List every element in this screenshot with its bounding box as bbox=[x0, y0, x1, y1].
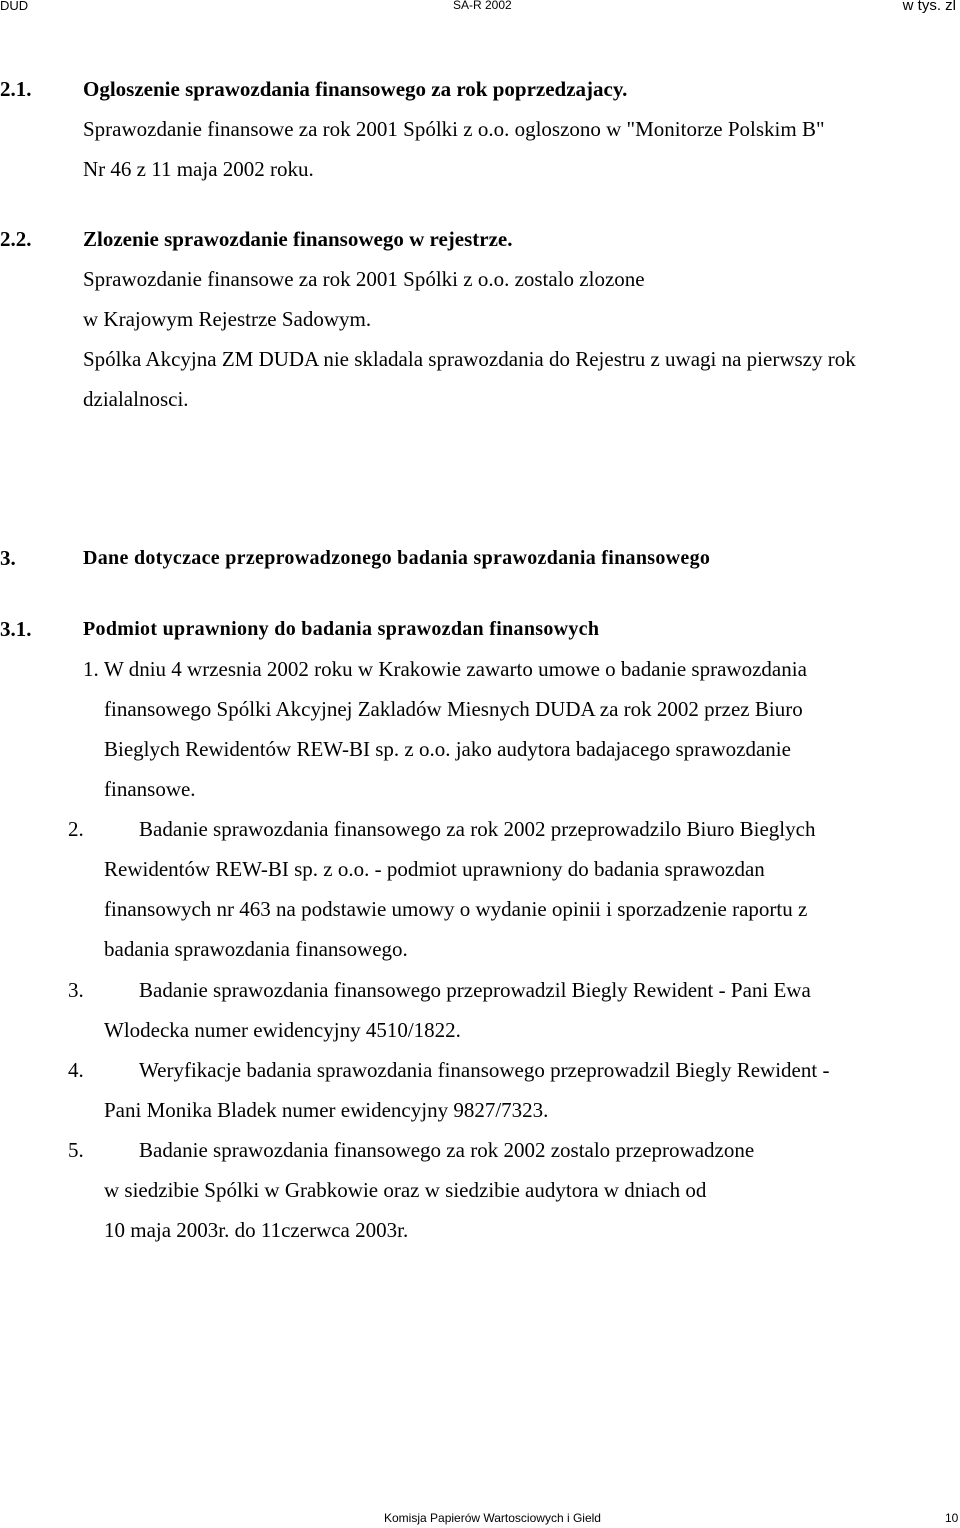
section-title: Dane dotyczace przeprowadzonego badania sprawozdania finansowego bbox=[83, 547, 711, 569]
header-right: w tys. zl bbox=[902, 0, 956, 14]
list-item-line: Badanie sprawozdania finansowego przeprowadzil Biegly Rewident - Pani Ewa bbox=[139, 978, 811, 1002]
list-item-line: Pani Monika Bladek numer ewidencyjny 9827/7323. bbox=[104, 1098, 549, 1122]
paragraph-line: Nr 46 z 11 maja 2002 roku. bbox=[83, 157, 314, 181]
list-item-line: Weryfikacje badania sprawozdania finansowego przeprowadzil Biegly Rewident - bbox=[139, 1058, 830, 1082]
list-item-line: Badanie sprawozdania finansowego za rok 2002 zostalo przeprowadzone bbox=[139, 1138, 755, 1162]
paragraph-line: w Krajowym Rejestrze Sadowym. bbox=[83, 307, 372, 331]
footer-publisher: Komisja Papierów Wartosciowych i Gield bbox=[384, 1511, 601, 1525]
section-title: Ogloszenie sprawozdania finansowego za rok poprzedzajacy. bbox=[83, 77, 628, 101]
section-number: 3. bbox=[0, 546, 16, 570]
paragraph-line: dzialalnosci. bbox=[83, 387, 189, 411]
list-item-line: Badanie sprawozdania finansowego za rok 2002 przeprowadzilo Biuro Bieglych bbox=[139, 817, 816, 841]
list-item-number: 5. bbox=[68, 1138, 84, 1162]
list-item-line: 10 maja 2003r. do 11czerwca 2003r. bbox=[104, 1218, 409, 1242]
paragraph-line: Sprawozdanie finansowe za rok 2001 Spólki z o.o. zostalo zlozone bbox=[83, 267, 645, 291]
paragraph-line: Sprawozdanie finansowe za rok 2001 Spólki z o.o. ogloszono w "Monitorze Polskim B" bbox=[83, 117, 825, 141]
list-item-line: finansowego Spólki Akcyjnej Zakladów Miesnych DUDA za rok 2002 przez Biuro bbox=[104, 697, 803, 721]
header-center: SA-R 2002 bbox=[453, 0, 512, 12]
list-item-line: Rewidentów REW-BI sp. z o.o. - podmiot uprawniony do badania sprawozdan bbox=[104, 857, 765, 881]
list-item-number: 1. bbox=[83, 657, 99, 681]
list-item-line: w siedzibie Spólki w Grabkowie oraz w siedzibie audytora w dniach od bbox=[104, 1178, 707, 1202]
list-item-line: finansowych nr 463 na podstawie umowy o wydanie opinii i sporzadzenie raportu z bbox=[104, 897, 808, 921]
list-item-number: 2. bbox=[68, 817, 84, 841]
section-number: 3.1. bbox=[0, 617, 32, 641]
list-item-line: Wlodecka numer ewidencyjny 4510/1822. bbox=[104, 1018, 461, 1042]
list-item-line: finansowe. bbox=[104, 777, 196, 801]
section-number: 2.2. bbox=[0, 227, 32, 251]
section-title: Podmiot uprawniony do badania sprawozdan finansowych bbox=[83, 618, 600, 640]
paragraph-line: Spólka Akcyjna ZM DUDA nie skladala sprawozdania do Rejestru z uwagi na pierwszy rok bbox=[83, 347, 856, 371]
section-number: 2.1. bbox=[0, 77, 32, 101]
list-item-line: W dniu 4 wrzesnia 2002 roku w Krakowie zawarto umowe o badanie sprawozdania bbox=[104, 657, 807, 681]
list-item-line: badania sprawozdania finansowego. bbox=[104, 937, 408, 961]
footer-page-number: 10 bbox=[945, 1511, 959, 1525]
header-left: DUD bbox=[0, 0, 29, 13]
list-item-line: Bieglych Rewidentów REW-BI sp. z o.o. jako audytora badajacego sprawozdanie bbox=[104, 737, 791, 761]
list-item-number: 4. bbox=[68, 1058, 84, 1082]
section-title: Zlozenie sprawozdanie finansowego w rejestrze. bbox=[83, 227, 513, 251]
list-item-number: 3. bbox=[68, 978, 84, 1002]
